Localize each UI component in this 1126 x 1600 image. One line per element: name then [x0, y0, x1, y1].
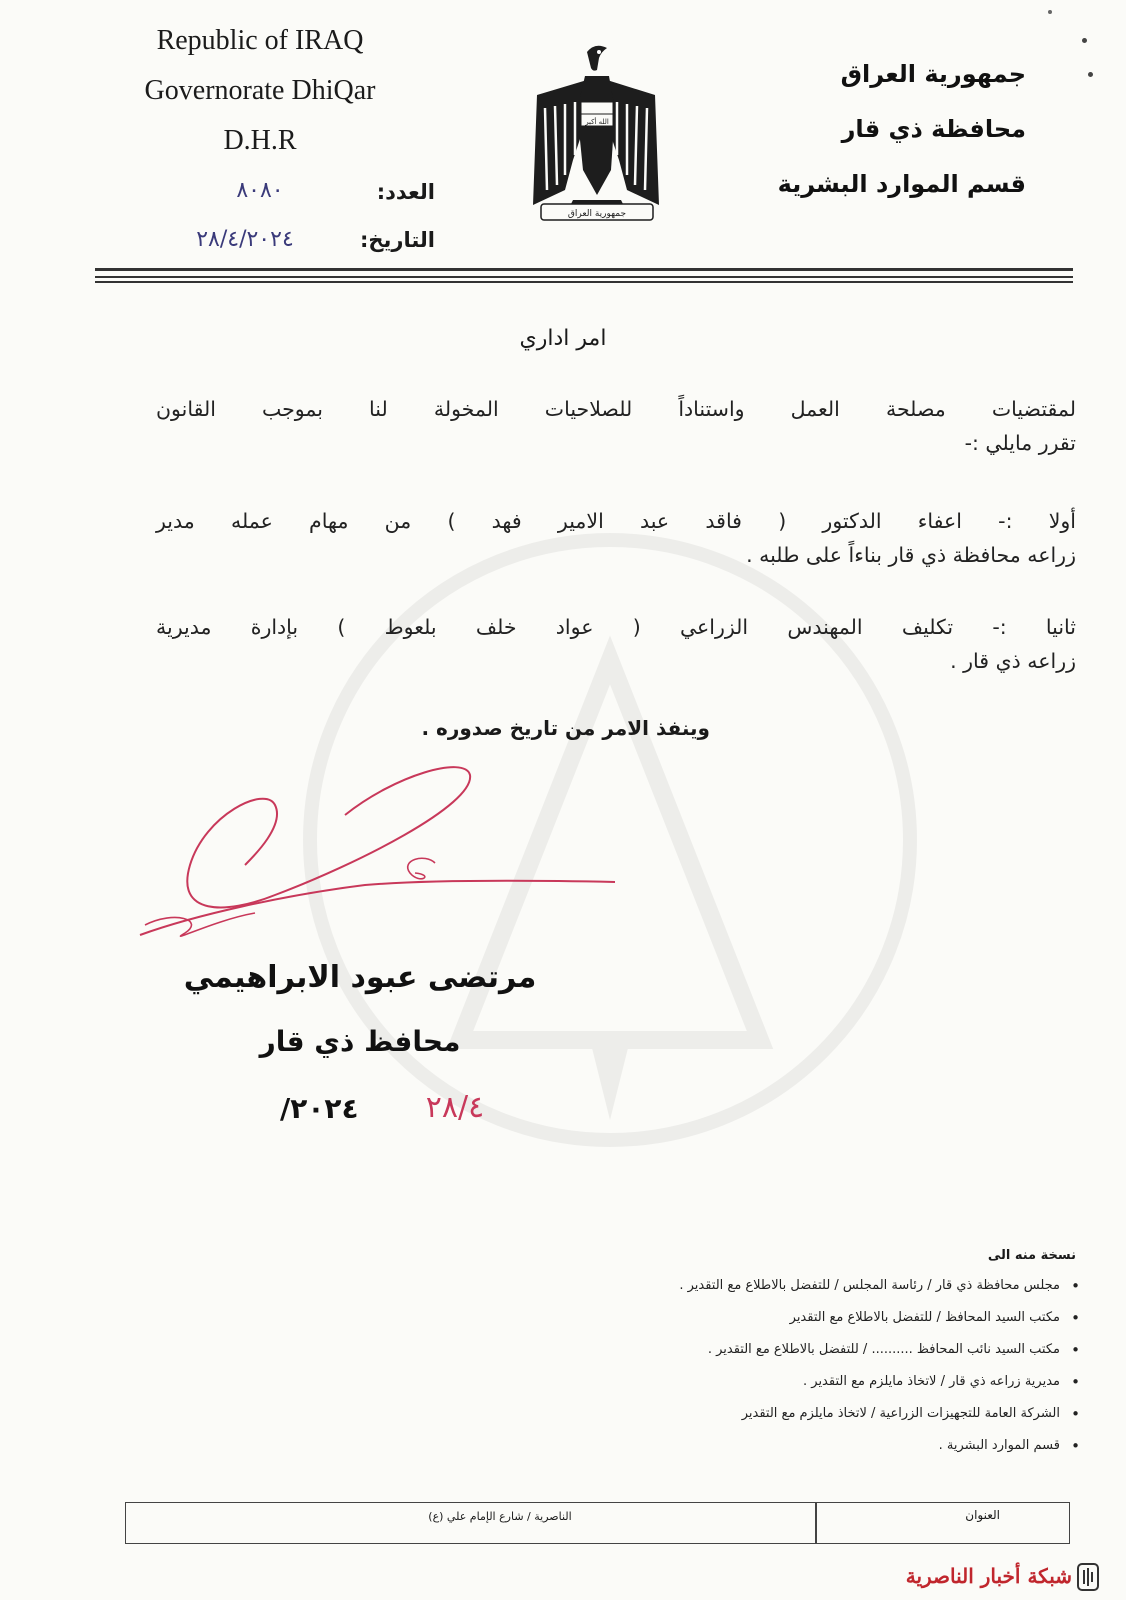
- item-2-line-2: زراعه ذي قار .: [950, 649, 1076, 673]
- news-network-logo: [880, 1560, 1100, 1596]
- item-1-line-2: زراعه محافظة ذي قار بناءاً على طلبه .: [746, 543, 1076, 567]
- intro-line-1: لمقتضيات مصلحة العمل واستناداً للصلاحيات المخولة لنا بموجب القانون: [156, 397, 1076, 421]
- arabic-department-label: قسم الموارد البشرية: [777, 170, 1026, 198]
- logo-text: شبكة أخبار الناصرية: [905, 1564, 1072, 1588]
- arabic-republic-label: جمهورية العراق: [840, 60, 1026, 88]
- header-rule-top: [95, 268, 1073, 271]
- signature-date-printed: /٢٠٢٤: [280, 1092, 359, 1125]
- cc-list-item: • مكتب السيد نائب المحافظ .......... / للتفضل بالاطلاع مع التقدير .: [540, 1334, 1060, 1366]
- footer-divider: [815, 1502, 817, 1544]
- cc-list-item: • قسم الموارد البشرية .: [540, 1430, 1060, 1462]
- arabic-governorate-label: محافظة ذي قار: [841, 115, 1026, 143]
- cc-list-item: • مكتب السيد المحافظ / للتفضل بالاطلاع مع التقدير: [540, 1302, 1060, 1334]
- footer-address-label: العنوان: [965, 1508, 1000, 1522]
- scan-dot: [1048, 10, 1052, 14]
- cc-list-item: • مديرية زراعه ذي قار / لاتخاذ مايلزم مع التقدير .: [540, 1366, 1060, 1398]
- cc-list-item: • الشركة العامة للتجهيزات الزراعية / لاتخاذ مايلزم مع التقدير: [540, 1398, 1060, 1430]
- header-rule-bottom: [95, 281, 1073, 283]
- intro-line-2: تقرر مايلي :-: [964, 431, 1076, 455]
- signatory-name: مرتضى عبود الابراهيمي: [183, 960, 537, 995]
- logo-emblem-icon: [1076, 1562, 1100, 1592]
- governorate-label: Governorate DhiQar: [144, 75, 376, 106]
- republic-label: Republic of IRAQ: [156, 25, 364, 56]
- signature-date-handwritten: ٢٨/٤: [425, 1090, 485, 1125]
- scan-dot: [1082, 38, 1087, 43]
- date-value: ٢٨/٤/٢٠٢٤: [196, 227, 294, 252]
- number-label: العدد:: [376, 180, 435, 204]
- cc-list-item: • مجلس محافظة ذي قار / رئاسة المجلس / للتفضل بالاطلاع مع التقدير .: [540, 1270, 1060, 1302]
- signature-scribble-icon: [135, 745, 625, 955]
- footer-address-value: الناصرية / شارع الإمام علي (ع): [428, 1510, 572, 1523]
- number-value: ٨٠٨٠: [236, 178, 284, 203]
- date-label: التاريخ:: [359, 228, 435, 252]
- cc-heading: نسخة منه الى: [987, 1248, 1076, 1263]
- item-1-line-1: أولا :- اعفاء الدكتور ( فاقد عبد الامير فهد ) من مهام عمله مدير: [156, 509, 1076, 533]
- scan-dot: [1088, 72, 1093, 77]
- department-abbrev: D.H.R: [223, 125, 297, 156]
- cc-list: [540, 1270, 1078, 1462]
- emblem-scroll-text: جمهورية العراق: [567, 209, 627, 219]
- document-title: امر اداري: [519, 326, 607, 351]
- effective-clause: وينفذ الامر من تاريخ صدوره .: [421, 716, 710, 740]
- item-2-line-1: ثانيا :- تكليف المهندس الزراعي ( عواد خلف بلعوط ) بإدارة مديرية: [156, 615, 1076, 639]
- signatory-title: محافظ ذي قار: [259, 1025, 461, 1058]
- iraq-eagle-emblem-icon: [525, 40, 665, 225]
- emblem-banner-text: الله أكبر: [585, 118, 609, 126]
- header-rule-mid: [95, 276, 1073, 278]
